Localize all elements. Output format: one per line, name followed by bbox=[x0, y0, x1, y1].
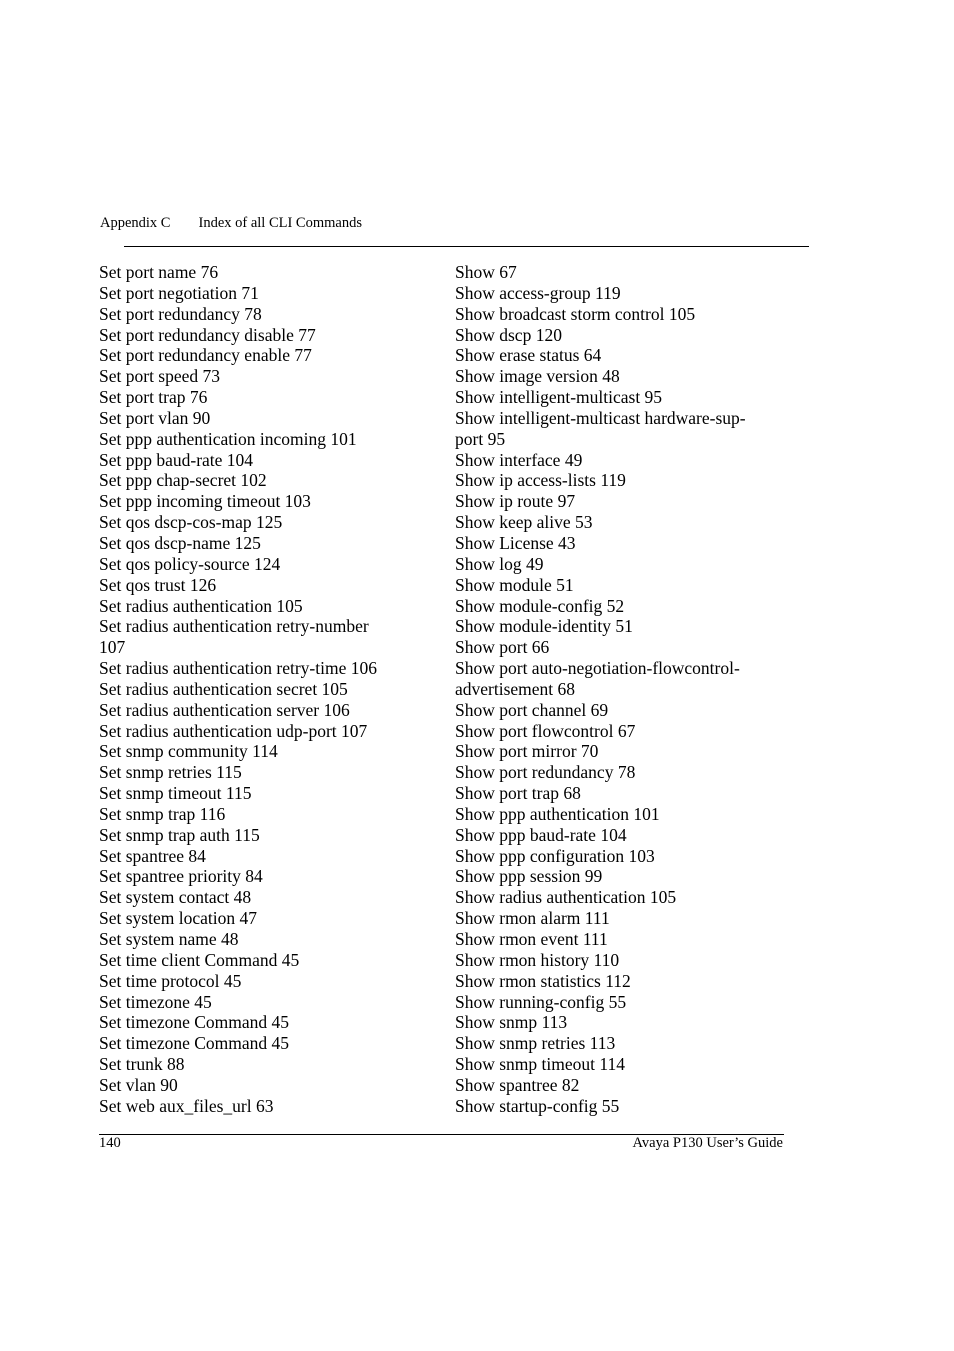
index-entry: Show image version 48 bbox=[455, 366, 620, 387]
index-entry: Show ppp baud-rate 104 bbox=[455, 824, 627, 845]
page-header bbox=[100, 215, 362, 232]
index-entry: Show port channel 69 bbox=[455, 699, 609, 720]
index-entry: Show spantree 82 bbox=[455, 1074, 580, 1095]
index-entry: Set port negotiation 71 bbox=[99, 282, 259, 303]
index-entry: Set trunk 88 bbox=[99, 1054, 185, 1075]
index-entry: Set timezone Command 45 bbox=[99, 1012, 290, 1033]
index-entry: Set system location 47 bbox=[99, 908, 257, 929]
index-entry: Show startup-config 55 bbox=[455, 1095, 620, 1116]
index-entry: Set timezone Command 45 bbox=[99, 1033, 290, 1054]
index-column-right bbox=[455, 262, 790, 1117]
index-entry: Set snmp community 114 bbox=[99, 741, 278, 762]
index-entry: Show access-group 119 bbox=[455, 282, 621, 303]
index-column-left bbox=[99, 262, 429, 1117]
index-entry: Set port redundancy enable 77 bbox=[99, 345, 312, 366]
index-entry: Set port name 76 bbox=[99, 262, 219, 282]
section-title: Index of all CLI Commands bbox=[198, 215, 362, 231]
index-entry: Set radius authentication server 106 bbox=[99, 699, 350, 720]
index-entry: Show log 49 bbox=[455, 553, 544, 574]
index-entry: Show ip access-lists 119 bbox=[455, 470, 626, 491]
index-entry: Show intelligent-multicast 95 bbox=[455, 387, 663, 408]
index-entry: Show License 43 bbox=[455, 532, 576, 553]
index-entry: Show port 66 bbox=[455, 637, 550, 658]
index-entry: Show port redundancy 78 bbox=[455, 762, 636, 783]
index-entry: 107 bbox=[99, 637, 126, 658]
index-entry: Show snmp retries 113 bbox=[455, 1033, 616, 1054]
index-entry: Set ppp chap-secret 102 bbox=[99, 470, 267, 491]
index-entry: Set time client Command 45 bbox=[99, 949, 300, 970]
index-entry: Set snmp trap auth 115 bbox=[99, 824, 260, 845]
index-entry: Set port redundancy disable 77 bbox=[99, 324, 316, 345]
index-entry: Set radius authentication secret 105 bbox=[99, 678, 348, 699]
index-entry: Set ppp incoming timeout 103 bbox=[99, 491, 311, 512]
index-entry: Show broadcast storm control 105 bbox=[455, 303, 696, 324]
index-entry: Show rmon alarm 111 bbox=[455, 908, 610, 929]
index-entry: Show ppp configuration 103 bbox=[455, 845, 655, 866]
index-entry: Set port redundancy 78 bbox=[99, 303, 262, 324]
index-entry: Show running-config 55 bbox=[455, 991, 627, 1012]
index-entry: Set web aux_files_url 63 bbox=[99, 1095, 274, 1116]
index-entry: Show module-identity 51 bbox=[455, 616, 633, 637]
index-entry: port 95 bbox=[455, 428, 506, 449]
index-entry: Set ppp authentication incoming 101 bbox=[99, 428, 357, 449]
index-entry: Show port flowcontrol 67 bbox=[455, 720, 636, 741]
appendix-label: Appendix C bbox=[100, 215, 171, 231]
index-entry: Set qos dscp-name 125 bbox=[99, 532, 261, 553]
index-entry: Set timezone 45 bbox=[99, 991, 212, 1012]
index-entry: Set qos trust 126 bbox=[99, 574, 217, 595]
index-entry: Show port trap 68 bbox=[455, 783, 581, 804]
index-entry: Set qos dscp-cos-map 125 bbox=[99, 512, 283, 533]
index-entry: Show snmp timeout 114 bbox=[455, 1054, 625, 1075]
index-entry: Set snmp trap 116 bbox=[99, 803, 226, 824]
index-entry: Set spantree priority 84 bbox=[99, 866, 263, 887]
index-entry: Show interface 49 bbox=[455, 449, 583, 470]
index-entry: Set port speed 73 bbox=[99, 366, 221, 387]
index-entry: Show ip route 97 bbox=[455, 491, 576, 512]
index-entry: Show snmp 113 bbox=[455, 1012, 568, 1033]
index-entry: Set spantree 84 bbox=[99, 845, 206, 866]
index-entry: Set snmp retries 115 bbox=[99, 762, 242, 783]
index-entry: Set ppp baud-rate 104 bbox=[99, 449, 254, 470]
index-entry: Show port auto-negotiation-flowcontrol- bbox=[455, 658, 740, 679]
index-entry: Set time protocol 45 bbox=[99, 970, 242, 991]
page-number: 140 bbox=[99, 1135, 121, 1151]
index-entry: Show ppp session 99 bbox=[455, 866, 603, 887]
index-entry: Set radius authentication retry-time 106 bbox=[99, 658, 377, 679]
index-entry: Show rmon statistics 112 bbox=[455, 970, 631, 991]
index-entry: Show module-config 52 bbox=[455, 595, 625, 616]
index-entry: Show rmon event 111 bbox=[455, 929, 608, 949]
index-entry: Set system contact 48 bbox=[99, 887, 252, 908]
index-entry: Set qos policy-source 124 bbox=[99, 553, 281, 574]
index-entry: Show module 51 bbox=[455, 574, 574, 595]
index-entry: Set system name 48 bbox=[99, 929, 239, 949]
index-entry: Set snmp timeout 115 bbox=[99, 783, 252, 804]
index-entry: Show radius authentication 105 bbox=[455, 887, 677, 908]
index-entry: Show keep alive 53 bbox=[455, 512, 593, 533]
index-entry: Show intelligent-multicast hardware-sup- bbox=[455, 407, 746, 428]
index-entry: Set port vlan 90 bbox=[99, 407, 211, 428]
index-entry: Set port trap 76 bbox=[99, 387, 208, 408]
index-entry: Show erase status 64 bbox=[455, 345, 602, 366]
index-entry: Show rmon history 110 bbox=[455, 949, 620, 970]
index-entry: Set radius authentication 105 bbox=[99, 595, 303, 616]
index-entry: Set vlan 90 bbox=[99, 1074, 178, 1095]
index-entry: Set radius authentication udp-port 107 bbox=[99, 720, 368, 741]
index-entry: Set radius authentication retry-number bbox=[99, 616, 369, 637]
index-entry: Show ppp authentication 101 bbox=[455, 803, 660, 824]
index-entry: advertisement 68 bbox=[455, 678, 576, 699]
index-entry: Show dscp 120 bbox=[455, 324, 562, 345]
header-divider bbox=[124, 246, 809, 247]
guide-title: Avaya P130 User’s Guide bbox=[632, 1135, 783, 1151]
index-entry: Show port mirror 70 bbox=[455, 741, 599, 762]
index-entry: Show 67 bbox=[455, 262, 517, 282]
